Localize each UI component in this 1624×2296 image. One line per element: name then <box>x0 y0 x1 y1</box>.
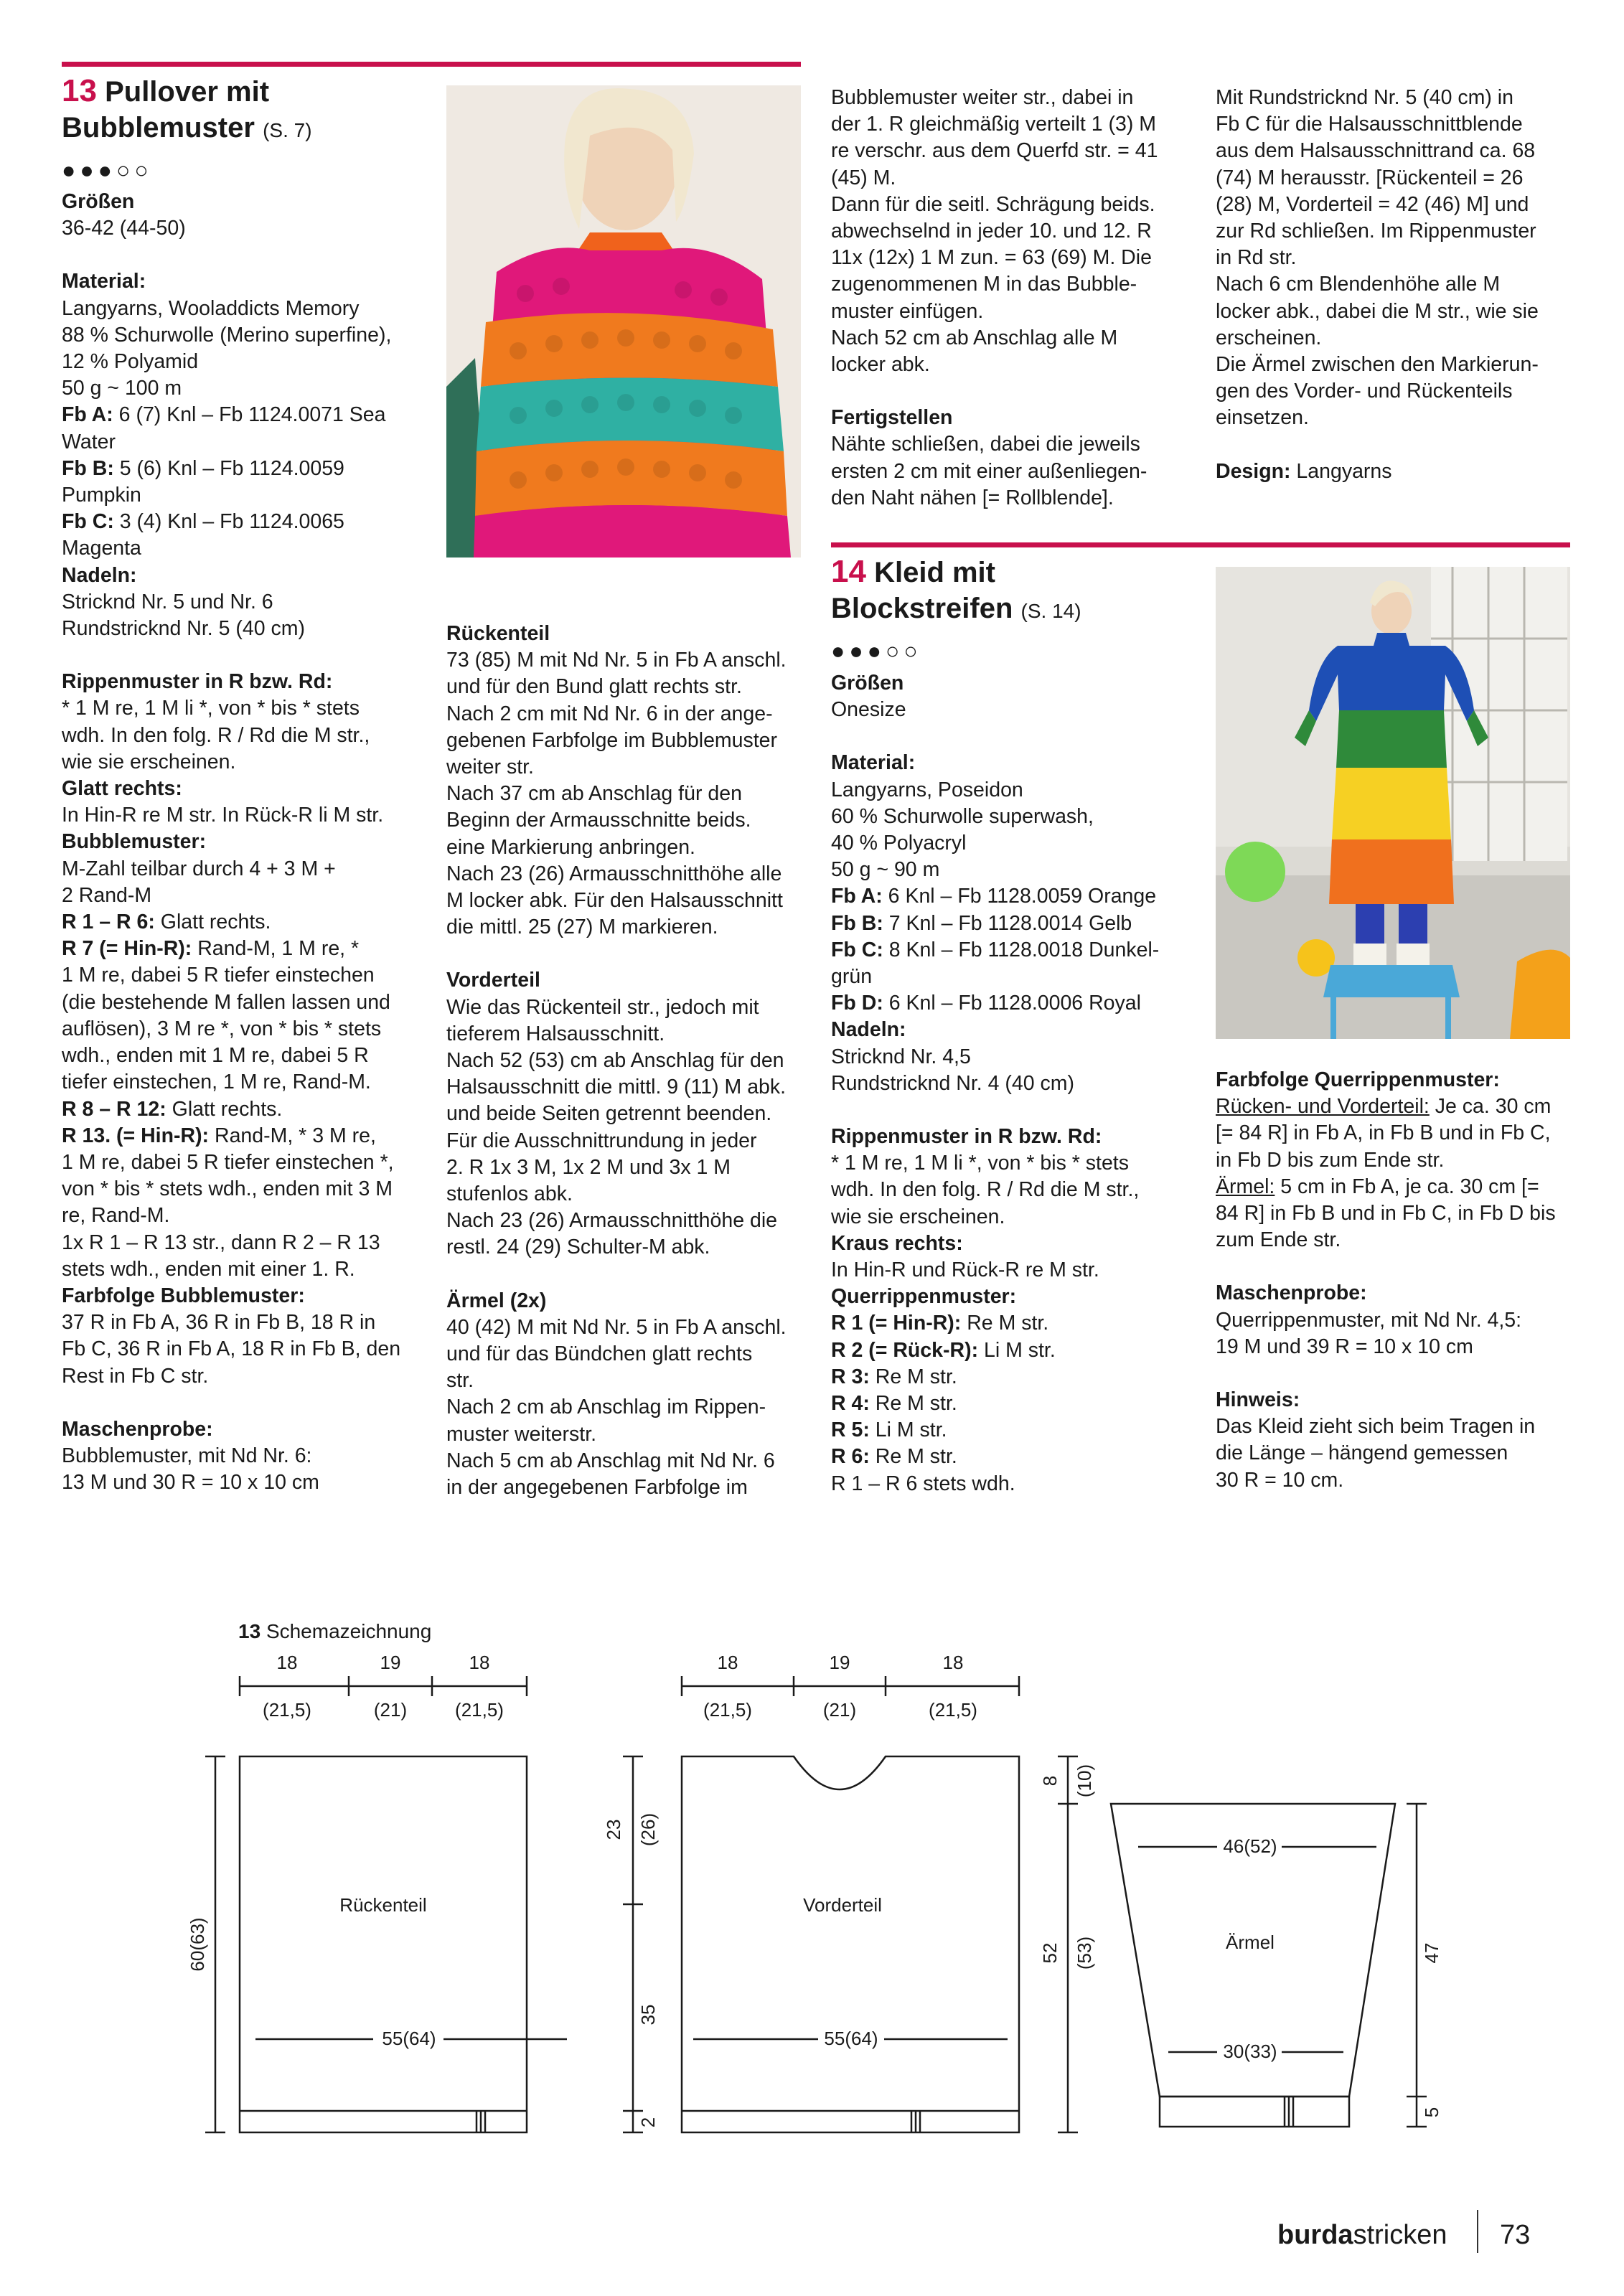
text-content: * 1 M re, 1 M li *, von * bis * stets <box>62 697 360 720</box>
text-content: 40 % Polyacryl <box>831 832 967 855</box>
text-content: 6 Knl – Fb 1128.0006 Royal <box>883 992 1141 1015</box>
section13-page-ref: (S. 7) <box>263 119 312 141</box>
text-content: 5 (6) Knl – Fb 1124.0059 <box>113 456 344 480</box>
text-content: (28) M, Vorderteil = 42 (46) M] und <box>1216 192 1529 216</box>
text-content: 7 Knl – Fb 1128.0014 Gelb <box>883 911 1132 935</box>
text-content: (45) M. <box>831 166 896 189</box>
text-content: R 1 – R 6 stets wdh. <box>831 1472 1015 1495</box>
text-content: Langyarns, Wooladdicts Memory <box>62 296 360 320</box>
text-content: muster einfügen. <box>831 299 984 323</box>
text-content: Nach 52 (53) cm ab Anschlag für den <box>446 1049 784 1073</box>
text-content: Onesize <box>831 698 906 722</box>
bold-label: Fb C: <box>831 938 883 961</box>
bold-label: Maschenprobe: <box>62 1417 213 1441</box>
text-content: 5 cm in Fb A, je ca. 30 cm [= <box>1275 1175 1539 1198</box>
front-bottom-width: 55(64) <box>824 2028 878 2049</box>
text-content: zugenommenen M in das Bubble- <box>831 273 1137 296</box>
text-content: in Rd str. <box>1216 246 1297 270</box>
text-content: Nach 5 cm ab Anschlag mit Nd Nr. 6 <box>446 1449 775 1472</box>
text-content: 88 % Schurwolle (Merino superfine), <box>62 323 392 347</box>
text-content: in Fb D bis zum Ende str. <box>1216 1148 1445 1172</box>
text-content: 37 R in Fb A, 36 R in Fb B, 18 R in <box>62 1311 376 1335</box>
text-content: der 1. R gleichmäßig verteilt 1 (3) M <box>831 113 1156 136</box>
text-content: 6 Knl – Fb 1128.0059 Orange <box>882 885 1157 908</box>
text-content: restl. 24 (29) Schulter-M abk. <box>446 1236 710 1259</box>
text-content: re, Rand-M. <box>62 1204 170 1228</box>
text-content: tieferem Halsausschnitt. <box>446 1022 665 1045</box>
text-content: Halsausschnitt die mittl. 9 (11) M abk. <box>446 1076 787 1099</box>
schema-number: 13 <box>238 1620 261 1642</box>
text-content: 12 % Polyamid <box>62 350 199 374</box>
neck-depth-alt: (10) <box>1074 1764 1095 1798</box>
text-content: Je ca. 30 cm <box>1429 1095 1552 1119</box>
text-content: den Naht nähen [= Rollblende]. <box>831 486 1114 509</box>
back-width-left: 18 <box>276 1652 298 1673</box>
text-content: 3 (4) Knl – Fb 1124.0065 <box>113 510 344 534</box>
text-content: Rundstricknd Nr. 5 (40 cm) <box>62 617 305 641</box>
text-content: muster weiterstr. <box>446 1422 597 1446</box>
bold-label: Farbfolge Bubblemuster: <box>62 1284 305 1307</box>
text-content: aus dem Halsausschnittrand ca. 68 <box>1216 139 1536 163</box>
front-armhole-height: 23 <box>603 1819 624 1840</box>
text-content: 2. R 1x 3 M, 1x 2 M und 3x 1 M <box>446 1155 731 1179</box>
text-content: wie sie erscheinen. <box>62 750 236 773</box>
bold-label: Fb B: <box>62 456 114 480</box>
section13-title-line2: Bubblemuster <box>62 112 255 144</box>
text-content: Das Kleid zieht sich beim Tragen in <box>1216 1415 1536 1439</box>
text-content: Für die Ausschnittrundung in jeder <box>446 1129 757 1152</box>
text-content: zur Rd schließen. Im Rippenmuster <box>1216 220 1536 243</box>
bold-label: Größen <box>62 190 135 213</box>
text-content: In Hin-R re M str. In Rück-R li M str. <box>62 804 384 827</box>
text-content: grün <box>831 965 873 989</box>
text-content: Bubblemuster weiter str., dabei in <box>831 86 1134 109</box>
text-content: 36-42 (44-50) <box>62 217 186 240</box>
text-content: gebenen Farbfolge im Bubblemuster <box>446 728 778 752</box>
bold-label: Hinweis: <box>1216 1388 1300 1412</box>
section14-title-line2: Blockstreifen <box>831 593 1013 624</box>
text-content: Magenta <box>62 537 141 560</box>
bold-label: Fertigstellen <box>831 406 953 430</box>
back-piece-label: Rückenteil <box>339 1894 427 1916</box>
bold-label: R 3: <box>831 1365 870 1388</box>
text-content: Re M str. <box>869 1392 957 1416</box>
section13-title-line1: Pullover mit <box>105 76 270 108</box>
bold-label: R 4: <box>831 1392 870 1416</box>
text-content: Bubblemuster, mit Nd Nr. 6: <box>62 1444 312 1467</box>
bold-label: R 1 (= Hin-R): <box>831 1312 962 1335</box>
text-content: Rand-M, 1 M re, * <box>192 937 360 961</box>
text-content: Nach 6 cm Blendenhöhe alle M <box>1216 273 1501 296</box>
text-content: tiefer einstechen, 1 M re, Rand-M. <box>62 1071 371 1094</box>
text-content: Wie das Rückenteil str., jedoch mit <box>446 995 759 1019</box>
bold-label: Rückenteil <box>446 622 550 645</box>
text-content: erscheinen. <box>1216 326 1322 349</box>
bold-label: R 5: <box>831 1418 870 1442</box>
text-content: die Länge – hängend gemessen <box>1216 1441 1508 1465</box>
text-content: Re M str. <box>869 1365 957 1388</box>
back-piece-outline <box>240 1756 527 2132</box>
text-content: von * bis * stets wdh., enden mit 3 M <box>62 1177 393 1201</box>
text-content: [= 84 R] in Fb A, in Fb B und in Fb C, <box>1216 1121 1551 1145</box>
text-content: wdh. In den folg. R / Rd die M str., <box>62 723 370 747</box>
sleeve-cuff-height: 5 <box>1421 2107 1442 2118</box>
text-content: abwechselnd in jeder 10. und 12. R <box>831 220 1152 243</box>
text-content: Li M str. <box>978 1338 1056 1362</box>
text-content: wie sie erscheinen. <box>831 1205 1005 1228</box>
text-content: 50 g ~ 100 m <box>62 377 182 400</box>
text-content: Nach 37 cm ab Anschlag für den <box>446 782 742 806</box>
text-content: Fb C, 36 R in Fb A, 18 R in Fb B, den <box>62 1337 401 1361</box>
front-width-mid: 19 <box>829 1652 850 1673</box>
bold-label: Fb B: <box>831 911 883 935</box>
text-content: 1x R 1 – R 13 str., dann R 2 – R 13 <box>62 1231 380 1254</box>
text-content: auflösen), 3 M re *, von * bis * stets <box>62 1017 382 1040</box>
text-content: Stricknd Nr. 4,5 <box>831 1045 971 1068</box>
back-width-mid: 19 <box>380 1652 401 1673</box>
front-total-height: 52 <box>1039 1942 1061 1964</box>
back-width-mid-alt: (21) <box>373 1699 408 1721</box>
footer-brand-bold: burda <box>1277 2220 1353 2250</box>
front-piece-label: Vorderteil <box>803 1894 882 1916</box>
bold-label: R 7 (= Hin-R): <box>62 937 192 961</box>
back-bottom-width: 55(64) <box>382 2028 436 2049</box>
bold-label: Nadeln: <box>62 563 137 587</box>
page-number: 73 <box>1500 2220 1531 2250</box>
front-armhole-height-alt: (26) <box>637 1812 659 1847</box>
schema-title-text: Schemazeichnung <box>266 1620 432 1642</box>
section13-difficulty-rating: ●●●○○ <box>62 157 153 183</box>
bold-label: Rippenmuster in R bzw. Rd: <box>62 670 333 694</box>
text-content: Beginn der Armausschnitte beids. <box>446 809 751 832</box>
section14-number: 14 <box>831 554 866 589</box>
sleeve-bottom-width: 30(33) <box>1223 2041 1277 2062</box>
bold-label: Bubblemuster: <box>62 830 207 854</box>
text-content: Rundstricknd Nr. 4 (40 cm) <box>831 1071 1074 1095</box>
bold-label: Größen <box>831 672 904 695</box>
back-height: 60(63) <box>187 1917 208 1972</box>
text-content: 40 (42) M mit Nd Nr. 5 in Fb A anschl. <box>446 1315 787 1339</box>
section13-number: 13 <box>62 73 97 108</box>
text-content: Nach 2 cm ab Anschlag im Rippen- <box>446 1396 766 1419</box>
text-content: 84 R] in Fb B und in Fb C, in Fb D bis <box>1216 1202 1556 1225</box>
sleeve-height: 47 <box>1421 1942 1442 1964</box>
text-content: und für das Bündchen glatt rechts <box>446 1342 753 1366</box>
bold-label: Vorderteil <box>446 969 540 992</box>
bold-label: R 8 – R 12: <box>62 1097 166 1121</box>
underlined-label: Rücken- und Vorderteil: <box>1216 1095 1430 1119</box>
text-content: Fb C für die Halsausschnittblende <box>1216 113 1523 136</box>
text-content: wdh., enden mit 1 M re, dabei 5 R <box>62 1044 369 1068</box>
bold-label: Fb A: <box>831 885 883 908</box>
text-content: 6 (7) Knl – Fb 1124.0071 Sea <box>113 403 386 427</box>
text-content: und für den Bund glatt rechts str. <box>446 675 742 699</box>
text-content: 1 M re, dabei 5 R tiefer einstechen <box>62 964 375 987</box>
text-content: In Hin-R und Rück-R re M str. <box>831 1258 1099 1282</box>
front-piece-outline <box>682 1756 1019 2132</box>
bold-label: Maschenprobe: <box>1216 1281 1367 1305</box>
text-content: Glatt rechts. <box>154 911 271 934</box>
text-content: 19 M und 39 R = 10 x 10 cm <box>1216 1335 1473 1358</box>
text-content: 1 M re, dabei 5 R tiefer einstechen *, <box>62 1150 394 1174</box>
text-content: locker abk. <box>831 353 930 377</box>
text-content: Nach 52 cm ab Anschlag alle M <box>831 326 1118 349</box>
text-content: zum Ende str. <box>1216 1228 1341 1252</box>
text-content: 50 g ~ 90 m <box>831 858 940 882</box>
front-lower-height: 35 <box>637 2004 659 2026</box>
text-content: 13 M und 30 R = 10 x 10 cm <box>62 1471 319 1495</box>
front-width-right: 18 <box>942 1652 964 1673</box>
text-content: Dann für die seitl. Schrägung beids. <box>831 192 1155 216</box>
text-content: 60 % Schurwolle superwash, <box>831 804 1094 828</box>
text-content: Water <box>62 430 116 453</box>
bold-label: Fb D: <box>831 992 883 1015</box>
section14-difficulty-rating: ●●●○○ <box>831 638 922 664</box>
text-content: gen des Vorder- und Rückenteils <box>1216 380 1513 403</box>
section14-title-line1: Kleid mit <box>874 557 995 588</box>
text-content: eine Markierung anbringen. <box>446 835 695 859</box>
bold-label: Design: <box>1216 459 1291 483</box>
back-width-right-alt: (21,5) <box>455 1699 504 1721</box>
text-content: Langyarns, Poseidon <box>831 778 1023 801</box>
text-content: Pumpkin <box>62 484 141 507</box>
bold-label: Nadeln: <box>831 1018 906 1042</box>
footer-brand-rest: stricken <box>1353 2220 1447 2250</box>
text-content: Re M str. <box>869 1445 957 1469</box>
front-width-right-alt: (21,5) <box>929 1699 977 1721</box>
text-content: Mit Rundstricknd Nr. 5 (40 cm) in <box>1216 86 1513 109</box>
text-content: und beide Seiten getrennt beenden. <box>446 1102 772 1126</box>
text-content: Nähte schließen, dabei die jeweils <box>831 433 1140 456</box>
text-content: re verschr. aus dem Querfd str. = 41 <box>831 139 1158 163</box>
text-content: Nach 2 cm mit Nd Nr. 6 in der ange- <box>446 702 773 725</box>
text-content: ersten 2 cm mit einer außenliegen- <box>831 459 1147 483</box>
bold-label: Glatt rechts: <box>62 777 182 801</box>
bold-label: Kraus rechts: <box>831 1231 963 1255</box>
text-content: Langyarns <box>1290 459 1392 483</box>
text-content: (74) M herausstr. [Rückenteil = 26 <box>1216 166 1524 189</box>
front-width-left: 18 <box>717 1652 738 1673</box>
text-content: 2 Rand-M <box>62 883 152 907</box>
bold-label: Fb C: <box>62 510 114 534</box>
text-content: Rand-M, * 3 M re, <box>209 1124 376 1147</box>
footer-brand <box>1277 2220 1447 2251</box>
text-content: wdh. In den folg. R / Rd die M str., <box>831 1178 1140 1202</box>
sleeve-label: Ärmel <box>1226 1932 1275 1953</box>
front-band-height: 2 <box>637 2117 659 2128</box>
text-content: Stricknd Nr. 5 und Nr. 6 <box>62 590 273 613</box>
text-content: 8 Knl – Fb 1128.0018 Dunkel- <box>883 938 1160 961</box>
text-content: stets wdh., enden mit einer 1. R. <box>62 1257 355 1281</box>
text-content: Rest in Fb C str. <box>62 1364 209 1388</box>
text-content: 30 R = 10 cm. <box>1216 1468 1344 1492</box>
front-total-height-alt: (53) <box>1074 1936 1095 1970</box>
text-content: Querrippenmuster, mit Nd Nr. 4,5: <box>1216 1308 1522 1332</box>
footer-separator <box>1477 2210 1478 2253</box>
section14-page-ref: (S. 14) <box>1020 600 1081 622</box>
text-content: einsetzen. <box>1216 406 1309 430</box>
back-width-left-alt: (21,5) <box>263 1699 311 1721</box>
bold-label: Ärmel (2x) <box>446 1289 547 1312</box>
bold-label: Farbfolge Querrippenmuster: <box>1216 1068 1500 1091</box>
text-content: Nach 23 (26) Armausschnitthöhe alle <box>446 862 782 885</box>
text-content: weiter str. <box>446 756 534 779</box>
sleeve-top-width: 46(52) <box>1223 1835 1277 1857</box>
bold-label: R 1 – R 6: <box>62 911 155 934</box>
bold-label: Querrippenmuster: <box>831 1285 1017 1309</box>
text-content: * 1 M re, 1 M li *, von * bis * stets <box>831 1152 1129 1175</box>
text-content: Li M str. <box>869 1418 947 1442</box>
text-content: locker abk., dabei die M str., wie sie <box>1216 299 1539 323</box>
text-content: (die bestehende M fallen lassen und <box>62 990 390 1014</box>
text-content: die mittl. 25 (27) M markieren. <box>446 916 718 939</box>
bold-label: Fb A: <box>62 403 113 427</box>
text-content: str. <box>446 1369 474 1393</box>
bold-label: Rippenmuster in R bzw. Rd: <box>831 1125 1102 1149</box>
bold-label: R 2 (= Rück-R): <box>831 1338 979 1362</box>
text-content: Nach 23 (26) Armausschnitthöhe die <box>446 1209 778 1233</box>
front-width-left-alt: (21,5) <box>703 1699 752 1721</box>
bold-label: R 6: <box>831 1445 870 1469</box>
underlined-label: Ärmel: <box>1216 1175 1275 1198</box>
bold-label: R 13. (= Hin-R): <box>62 1124 210 1147</box>
front-width-mid-alt: (21) <box>822 1699 857 1721</box>
text-content: 11x (12x) 1 M zun. = 63 (69) M. Die <box>831 246 1152 270</box>
bold-label: Material: <box>62 270 146 293</box>
text-content: 73 (85) M mit Nd Nr. 5 in Fb A anschl. <box>446 649 787 672</box>
text-content: stufenlos abk. <box>446 1182 573 1206</box>
back-width-right: 18 <box>469 1652 490 1673</box>
bold-label: Material: <box>831 751 916 775</box>
text-content: Glatt rechts. <box>166 1097 283 1121</box>
text-content: Re M str. <box>961 1312 1049 1335</box>
neck-depth: 8 <box>1039 1775 1061 1787</box>
text-content: in der angegebenen Farbfolge im <box>446 1476 748 1500</box>
text-content: Die Ärmel zwischen den Markierun- <box>1216 353 1539 377</box>
text-content: M locker abk. Für den Halsausschnitt <box>446 889 783 913</box>
text-content: M-Zahl teilbar durch 4 + 3 M + <box>62 857 336 880</box>
